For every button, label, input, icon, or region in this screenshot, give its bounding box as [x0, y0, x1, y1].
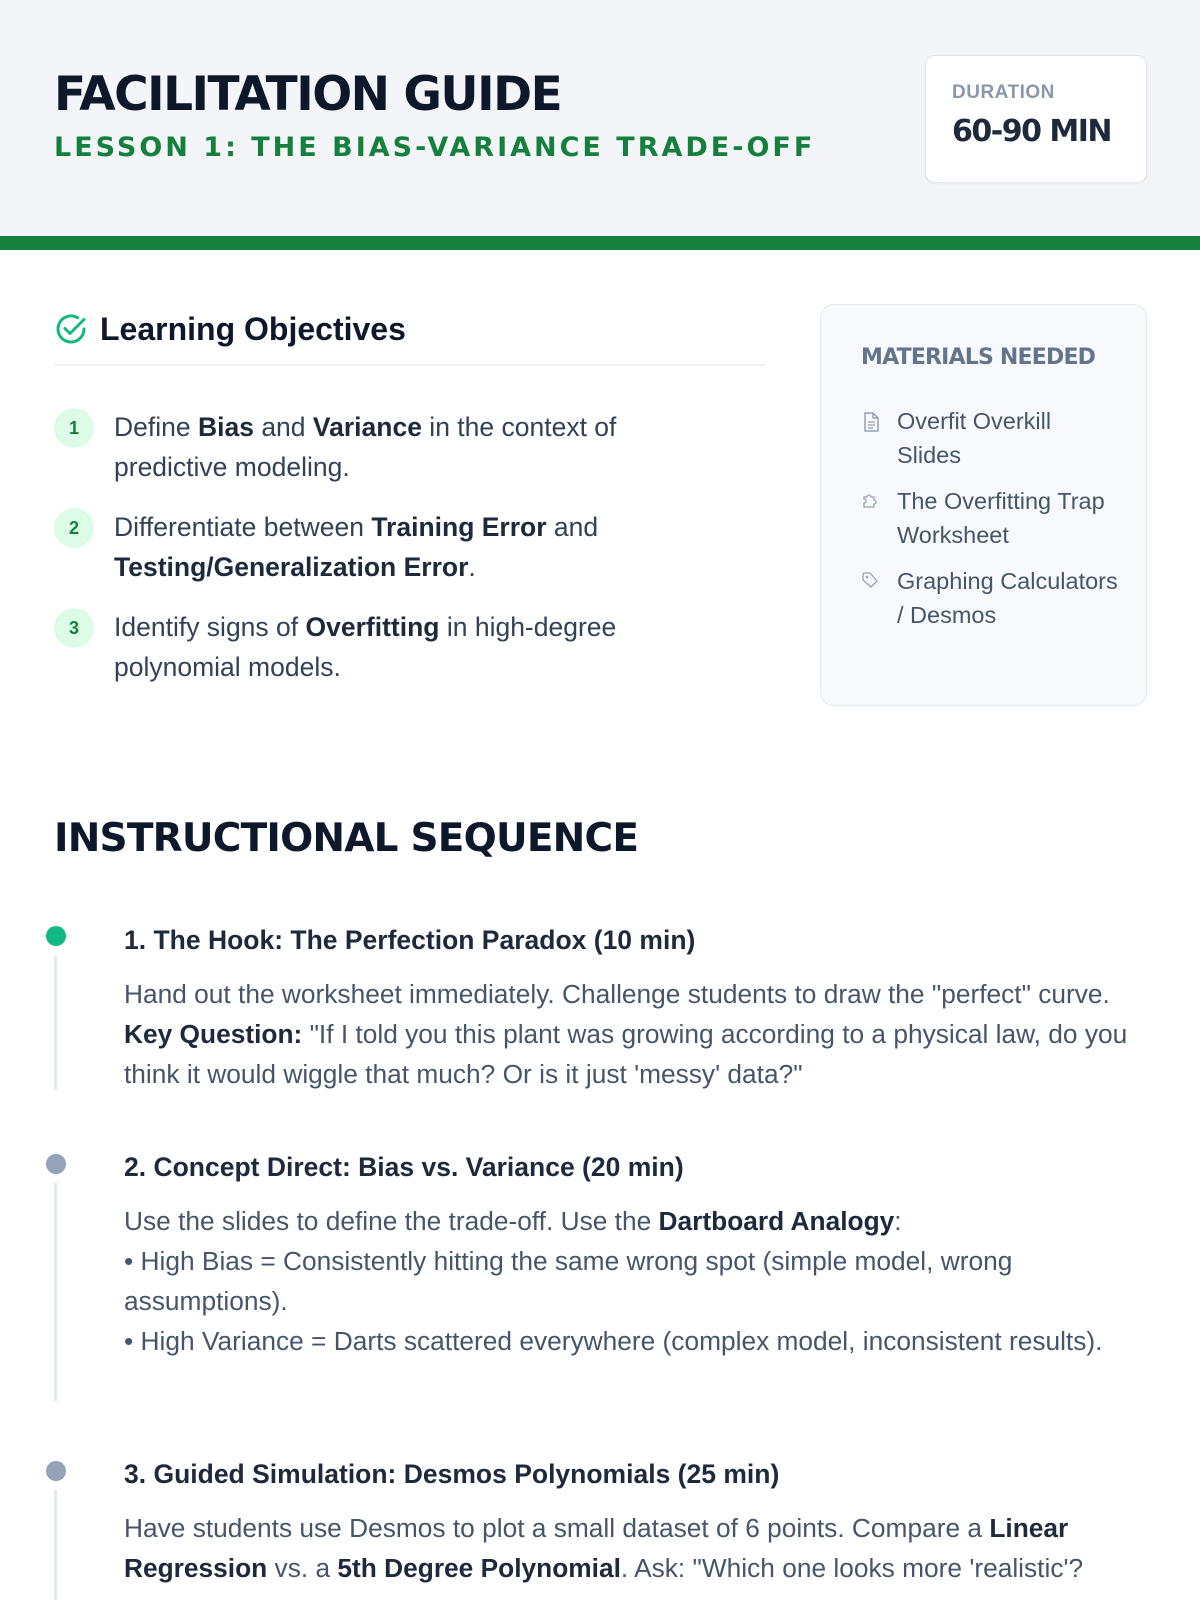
step-text: :: [894, 1206, 902, 1236]
objective-term: Training Error: [371, 512, 547, 542]
step-bullet: • High Bias = Consistently hitting the same wrong spot (simple model, wrong assumptions).: [124, 1246, 1013, 1316]
material-item: [861, 565, 1121, 632]
step-key-term: Linear Regression: [124, 1513, 1069, 1583]
step-title: 1. The Hook: The Perfection Paradox (10 min): [124, 925, 696, 955]
lesson-subtitle: LESSON 1: THE BIAS-VARIANCE TRADE-OFF: [54, 132, 816, 163]
step-text: Hand out the worksheet immediately. Challenge students to draw the "perfect" curve.: [124, 979, 1110, 1009]
document-icon: [861, 411, 881, 433]
material-item: [861, 405, 1121, 472]
objective-number: 1: [54, 408, 94, 448]
objective-text: and: [546, 512, 599, 542]
objective-term: Variance: [312, 412, 422, 442]
step-text: vs. a: [267, 1553, 338, 1583]
step-text: . Ask: "Which one looks more 'realistic'?: [620, 1553, 1084, 1583]
step-marker-active: [46, 926, 66, 946]
objectives-heading: [54, 306, 766, 366]
material-label: Graphing Calculators / Desmos: [897, 568, 1118, 628]
step-text: Have students use Desmos to plot a small dataset of 6 points. Compare a: [124, 1513, 990, 1543]
step-marker: [46, 1461, 66, 1481]
duration-value: 60-90 MIN: [952, 114, 1112, 149]
objective-text: Differentiate between: [114, 512, 372, 542]
step-key-term: 5th Degree Polynomial: [337, 1553, 621, 1583]
step-marker: [46, 1154, 66, 1174]
step-bullet: • High Variance = Darts scattered everywhere (complex model, inconsistent results).: [124, 1326, 1103, 1356]
tag-icon: [861, 571, 879, 589]
duration-label: DURATION: [952, 82, 1055, 103]
material-item: [861, 485, 1121, 552]
header-accent-bar: [0, 236, 1200, 250]
objective-item: [54, 507, 734, 587]
objective-number: 3: [54, 608, 94, 648]
objective-term: Testing/Generalization Error: [114, 552, 469, 582]
step-text: Use the slides to define the trade-off. Use the: [124, 1206, 659, 1236]
objective-term: Bias: [197, 412, 254, 442]
objective-term: Overfitting: [305, 612, 440, 642]
step-key-term: Key Question:: [124, 1019, 303, 1049]
objectives-title: Learning Objectives: [100, 311, 406, 347]
step-description: [124, 1508, 1159, 1588]
objective-text: in high-degree polynomial models.: [114, 612, 617, 682]
step-title: 3. Guided Simulation: Desmos Polynomials (25 min): [124, 1459, 780, 1489]
material-label: The Overfitting Trap Worksheet: [897, 488, 1105, 548]
materials-title: MATERIALS NEEDED: [861, 345, 1096, 370]
step-timeline-line: [54, 956, 57, 1090]
step-description: [124, 1201, 1159, 1361]
objective-text: and: [253, 412, 313, 442]
duration-card: [925, 55, 1147, 183]
check-circle-icon: [54, 312, 88, 346]
page-title: FACILITATION GUIDE: [54, 67, 562, 122]
objective-text: .: [468, 552, 476, 582]
materials-card: [820, 304, 1147, 706]
objective-text: Define: [114, 412, 198, 442]
materials-list: [861, 405, 1121, 645]
objective-number: 2: [54, 508, 94, 548]
objective-text: in the context of predictive modeling.: [114, 412, 617, 482]
step-description: [124, 974, 1159, 1094]
objective-text: Identify signs of: [114, 612, 306, 642]
objective-item: [54, 607, 734, 687]
sequence-title: INSTRUCTIONAL SEQUENCE: [54, 816, 639, 861]
material-label: Overfit Overkill Slides: [897, 408, 1052, 468]
step-timeline-line: [54, 1183, 57, 1401]
page-header: [0, 0, 1200, 236]
step-timeline-line: [54, 1490, 57, 1600]
objectives-list: [54, 407, 734, 707]
step-text: "If I told you this plant was growing according to a physical law, do you think it would wiggle that much? Or is it just 'messy' data?": [124, 1019, 1128, 1089]
objective-item: [54, 407, 734, 487]
puzzle-icon: [861, 491, 879, 509]
step-title: 2. Concept Direct: Bias vs. Variance (20 min): [124, 1152, 684, 1182]
step-key-term: Dartboard Analogy: [658, 1206, 895, 1236]
